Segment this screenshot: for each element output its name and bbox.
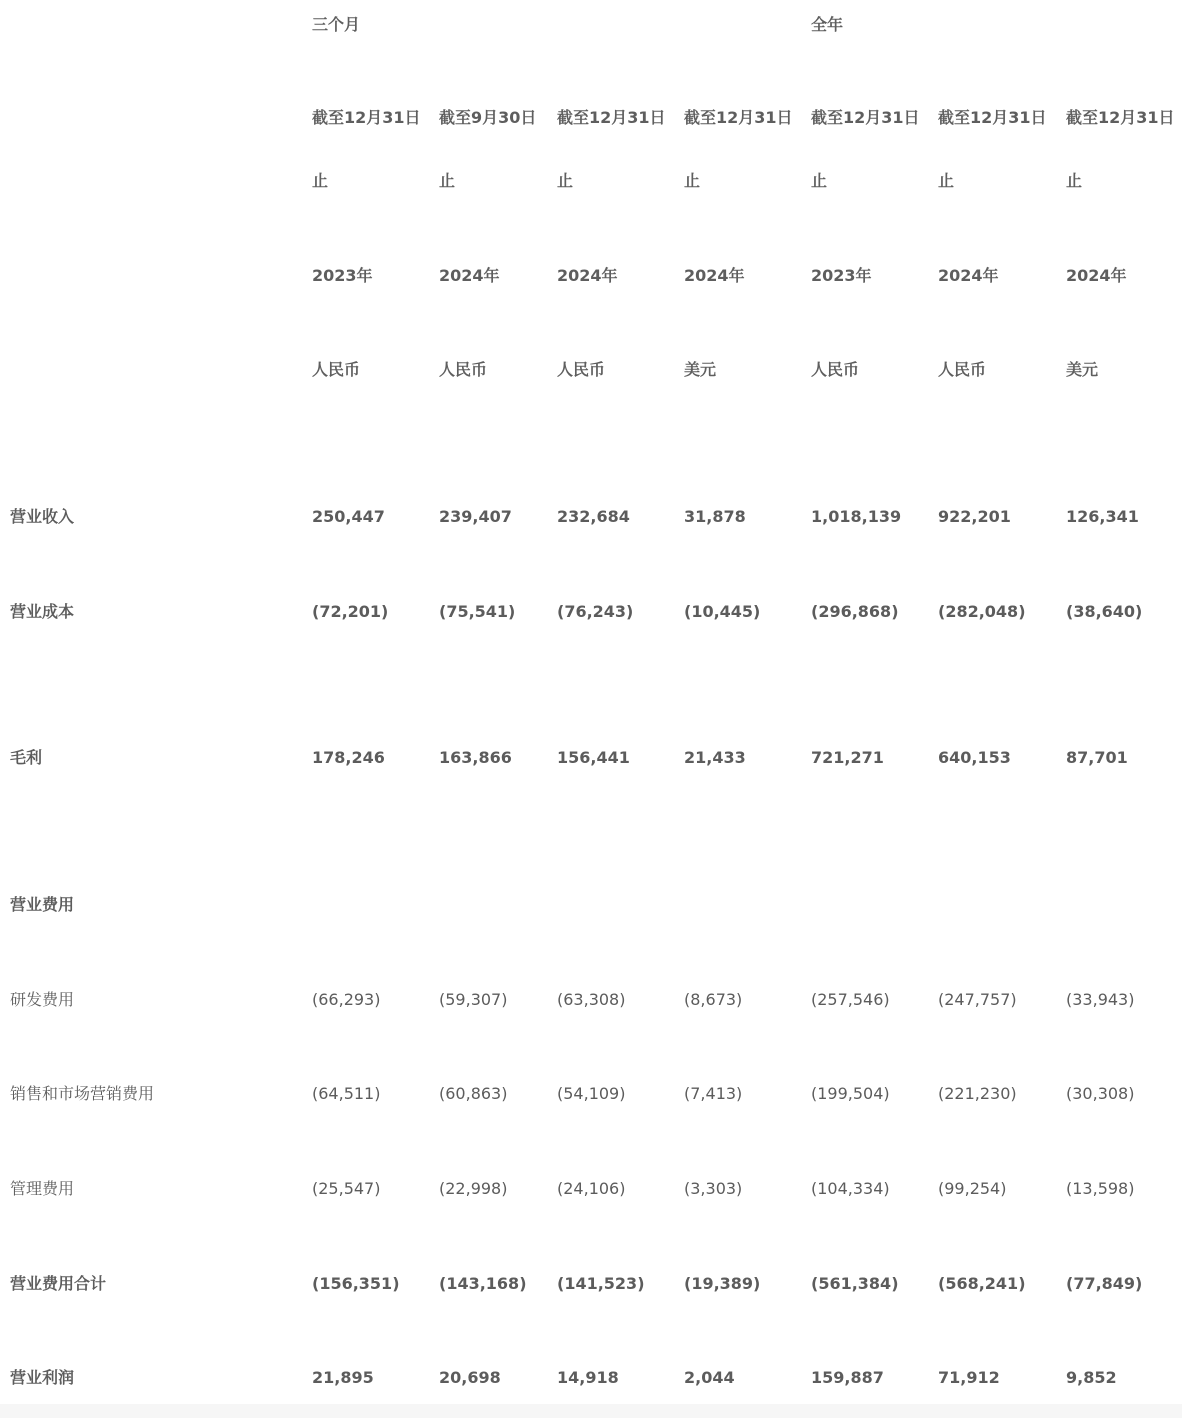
row-label: 毛利	[10, 748, 43, 767]
table-cell: 721,271	[811, 748, 884, 767]
table-cell: (156,351)	[312, 1274, 400, 1293]
column-header-currency: 人民币	[938, 360, 987, 379]
table-cell: 21,433	[684, 748, 746, 767]
table-cell: (10,445)	[684, 602, 761, 621]
table-cell: 156,441	[557, 748, 630, 767]
table-cell: (59,307)	[439, 990, 508, 1009]
table-cell: (19,389)	[684, 1274, 761, 1293]
table-cell: (77,849)	[1066, 1274, 1143, 1293]
table-cell: (143,168)	[439, 1274, 527, 1293]
column-header-suffix: 止	[684, 171, 701, 190]
table-cell: (72,201)	[312, 602, 389, 621]
column-header-currency: 人民币	[439, 360, 488, 379]
row-label: 研发费用	[10, 990, 75, 1009]
column-header-suffix: 止	[1066, 171, 1083, 190]
column-header-year: 2024年	[1066, 266, 1127, 285]
column-header-currency: 美元	[1066, 360, 1099, 379]
column-header-year: 2023年	[811, 266, 872, 285]
row-label: 营业费用合计	[10, 1274, 107, 1293]
column-header-period: 截至12月31日	[312, 108, 421, 127]
table-cell: 21,895	[312, 1368, 374, 1387]
table-cell: (568,241)	[938, 1274, 1026, 1293]
table-cell: (104,334)	[811, 1179, 890, 1198]
column-header-suffix: 止	[312, 171, 329, 190]
table-cell: 87,701	[1066, 748, 1128, 767]
table-cell: (247,757)	[938, 990, 1017, 1009]
table-cell: (64,511)	[312, 1084, 381, 1103]
column-header-year: 2024年	[684, 266, 745, 285]
table-cell: (75,541)	[439, 602, 516, 621]
table-cell: 2,044	[684, 1368, 735, 1387]
table-cell: 239,407	[439, 507, 512, 526]
table-cell: (25,547)	[312, 1179, 381, 1198]
group-header-full-year: 全年	[811, 15, 844, 34]
column-header-suffix: 止	[557, 171, 574, 190]
table-cell: 20,698	[439, 1368, 501, 1387]
table-cell: (22,998)	[439, 1179, 508, 1198]
table-cell: (13,598)	[1066, 1179, 1135, 1198]
group-header-three-months: 三个月	[312, 15, 361, 34]
column-header-year: 2023年	[312, 266, 373, 285]
table-cell: (8,673)	[684, 990, 743, 1009]
row-label: 管理费用	[10, 1179, 75, 1198]
table-cell: (54,109)	[557, 1084, 626, 1103]
table-cell: (63,308)	[557, 990, 626, 1009]
column-header-suffix: 止	[439, 171, 456, 190]
column-header-period: 截至12月31日	[684, 108, 793, 127]
table-cell: (76,243)	[557, 602, 634, 621]
table-cell: 232,684	[557, 507, 630, 526]
table-cell: 14,918	[557, 1368, 619, 1387]
row-label: 销售和市场营销费用	[10, 1084, 155, 1103]
column-header-year: 2024年	[439, 266, 500, 285]
table-cell: (141,523)	[557, 1274, 645, 1293]
table-cell: (221,230)	[938, 1084, 1017, 1103]
column-header-currency: 人民币	[811, 360, 860, 379]
row-label: 营业利润	[10, 1368, 75, 1387]
table-cell: (60,863)	[439, 1084, 508, 1103]
column-header-suffix: 止	[938, 171, 955, 190]
table-cell: 640,153	[938, 748, 1011, 767]
column-header-year: 2024年	[938, 266, 999, 285]
table-cell: 178,246	[312, 748, 385, 767]
table-cell: (66,293)	[312, 990, 381, 1009]
table-cell: (33,943)	[1066, 990, 1135, 1009]
table-cell: 31,878	[684, 507, 746, 526]
table-cell: 9,852	[1066, 1368, 1117, 1387]
table-cell: 71,912	[938, 1368, 1000, 1387]
table-cell: (38,640)	[1066, 602, 1143, 621]
column-header-period: 截至12月31日	[938, 108, 1047, 127]
table-cell: (296,868)	[811, 602, 899, 621]
table-cell: 159,887	[811, 1368, 884, 1387]
column-header-period: 截至9月30日	[439, 108, 537, 127]
table-cell: 1,018,139	[811, 507, 902, 526]
table-cell: 163,866	[439, 748, 512, 767]
table-cell: (257,546)	[811, 990, 890, 1009]
table-cell: 922,201	[938, 507, 1011, 526]
column-header-currency: 人民币	[557, 360, 606, 379]
column-header-currency: 人民币	[312, 360, 361, 379]
table-cell: 126,341	[1066, 507, 1139, 526]
column-header-year: 2024年	[557, 266, 618, 285]
row-label: 营业费用	[10, 895, 75, 914]
bottom-edge	[0, 1404, 1182, 1418]
column-header-period: 截至12月31日	[811, 108, 920, 127]
column-header-suffix: 止	[811, 171, 828, 190]
column-header-currency: 美元	[684, 360, 717, 379]
table-cell: (561,384)	[811, 1274, 899, 1293]
table-cell: (99,254)	[938, 1179, 1007, 1198]
column-header-period: 截至12月31日	[557, 108, 666, 127]
table-cell: (199,504)	[811, 1084, 890, 1103]
row-label: 营业收入	[10, 507, 75, 526]
column-header-period: 截至12月31日	[1066, 108, 1175, 127]
table-cell: (7,413)	[684, 1084, 743, 1103]
table-cell: (282,048)	[938, 602, 1026, 621]
table-cell: 250,447	[312, 507, 385, 526]
table-cell: (3,303)	[684, 1179, 743, 1198]
row-label: 营业成本	[10, 602, 75, 621]
table-cell: (30,308)	[1066, 1084, 1135, 1103]
table-cell: (24,106)	[557, 1179, 626, 1198]
